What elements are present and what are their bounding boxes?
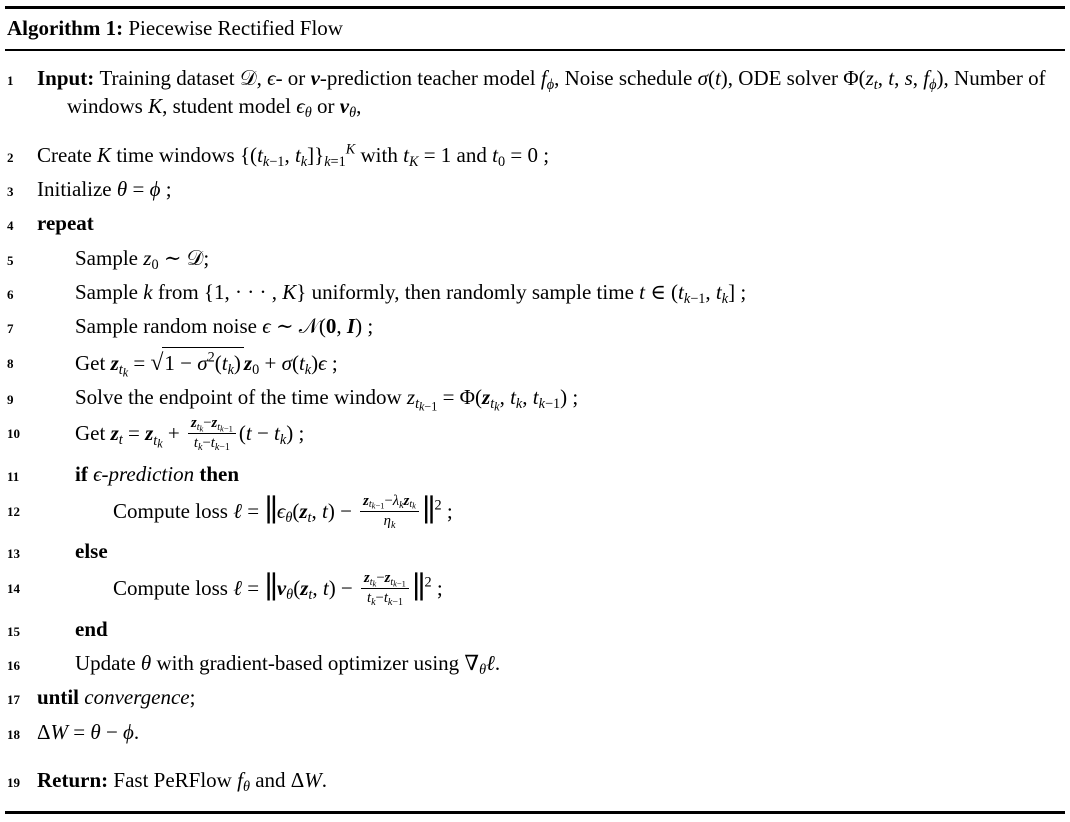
math-italic: k <box>262 153 270 170</box>
math-superscript: 2 <box>424 574 432 591</box>
algorithm-body <box>5 51 1065 811</box>
line-content: Get $z_t = z_{t_k}$ + $\frac{z_{t_k}-z_{t_{k-1}}}{t_k-t_{k-1}}$ $(t - t_k)$ ; <box>75 415 305 454</box>
line-number: 13 <box>7 546 20 562</box>
fraction-denominator: $t_k-t_{k-1}$ <box>366 589 403 608</box>
math-subscript <box>280 433 286 449</box>
math-subscript <box>119 362 128 378</box>
fraction-denominator <box>384 512 396 530</box>
math-italic: convergence <box>84 685 190 710</box>
math-italic: t <box>118 432 123 449</box>
math-italic: ϕ <box>123 719 134 744</box>
math-bold-italic: z <box>211 415 218 432</box>
math-subscript <box>228 362 234 378</box>
line-number: 10 <box>7 426 20 442</box>
math-italic: f <box>540 66 547 90</box>
math-italic: t <box>196 422 200 434</box>
math-italic: t <box>369 576 373 588</box>
math-italic: t <box>490 396 495 413</box>
math-italic: t <box>714 66 721 90</box>
math-italic: K <box>282 280 297 305</box>
math-subscript <box>391 519 395 530</box>
math-bold-italic: v <box>276 575 287 600</box>
math-italic: K <box>148 94 163 119</box>
math-subscript: 0 <box>252 361 260 378</box>
math-italic: k <box>220 423 224 434</box>
line-content: Input: Training dataset 𝒟, ϵ- or v-prediction teacher model $f_\phi$, Noise schedule σ(t), ODE solver $\Phi(z_t$, t, s, $f_\phi$), Number of windows K, student model $\epsilon_\theta$ or $v_\theta$, <box>37 66 1046 122</box>
math-subscript: k−1 <box>538 396 561 413</box>
math-italic: ϵ <box>267 66 276 90</box>
math-subscript <box>369 499 385 510</box>
math-italic: t <box>492 142 498 167</box>
math-italic: σ <box>281 350 292 375</box>
fraction-denominator: $t_k-t_{k-1}$ <box>193 435 230 454</box>
math-subscript <box>305 362 311 378</box>
math-italic: θ <box>285 509 293 526</box>
math-subscript <box>197 422 204 433</box>
math-italic: t <box>639 280 645 305</box>
math-italic: ϵ <box>276 498 286 523</box>
math-italic: t <box>118 361 123 378</box>
math-bold-italic: z <box>384 569 391 586</box>
math-italic: ϵ <box>262 314 271 339</box>
fraction-numerator: $z_{t_k}-z_{t_{k-1}}$ <box>361 570 409 589</box>
math-italic: k <box>387 596 393 608</box>
math-bold-italic: I <box>346 314 356 339</box>
math-italic: k <box>304 361 312 378</box>
keyword-bold: until <box>37 685 85 710</box>
line-content: ΔW = θ − ϕ. <box>37 719 140 744</box>
line-number: 11 <box>7 469 20 485</box>
line-number: 12 <box>7 503 20 519</box>
norm-delimiter: ∥ <box>264 493 277 528</box>
math-italic: t <box>403 142 409 167</box>
math-bold-italic: z <box>145 421 154 446</box>
math-italic: t <box>210 435 215 452</box>
math-subscript <box>490 396 499 412</box>
algo-line-10 <box>7 414 1063 457</box>
math-subscript: k−1 <box>419 399 438 414</box>
math-italic: k <box>515 396 523 413</box>
math-italic: ϵ-prediction <box>93 462 195 487</box>
math-italic: t <box>221 350 228 375</box>
math-superscript: 2 <box>434 497 442 514</box>
math-subscript <box>196 422 204 434</box>
math-sqrt <box>150 347 243 377</box>
line-content: Get $z_{t_k}$ = √ $1 - \sigma^2(t_k)$ $z_0 + \sigma(t_k)\epsilon$ ; <box>37 347 1063 377</box>
radicand: $1 - \sigma^2(t_k)$ <box>162 347 244 377</box>
math-italic: t <box>257 142 263 167</box>
math-italic: z <box>143 245 152 270</box>
math-italic: k <box>199 423 204 434</box>
math-italic: θ <box>242 778 250 795</box>
algo-line-11 <box>7 457 1063 491</box>
norm-delimiter: ∥ <box>411 570 425 605</box>
math-italic: k <box>157 436 163 451</box>
math-italic: z <box>406 385 416 410</box>
fraction-numerator: $z_{t_{k-1}}-\lambda_kz_{t_k}$ <box>360 493 419 512</box>
math-italic: t <box>245 421 252 446</box>
line-number: 17 <box>7 692 20 708</box>
norm-delimiter: ∥ <box>421 493 435 528</box>
line-number: 18 <box>7 726 20 742</box>
keyword-bold: repeat <box>37 211 94 236</box>
line-content: Initialize θ = ϕ ; <box>37 177 172 202</box>
line-content: Sample k from {1, · · · , K} uniformly, then randomly sample time t ∈ ($t_{k-1}$, $t_k$] ; <box>75 280 747 308</box>
algo-line-3 <box>7 172 1063 206</box>
math-subscript <box>286 587 293 603</box>
line-number: 2 <box>7 149 14 165</box>
math-italic: t <box>510 385 516 410</box>
math-italic: θ <box>286 586 294 603</box>
math-subscript <box>412 501 416 511</box>
math-subscript <box>547 77 554 93</box>
math-italic: k <box>227 361 234 378</box>
math-italic: ϕ <box>149 177 161 202</box>
math-italic: ℓ <box>233 575 242 600</box>
keyword-bold: if <box>75 462 94 487</box>
math-italic: K <box>97 142 112 167</box>
line-content: Compute loss ℓ = $\parallel\epsilon_\theta(z_t$, t) − $\frac{z_{t_{k-1}}-\lambda_kz_{t_k}}{\eta_k}$ ∥$^2$ ; <box>113 492 453 531</box>
math-italic: ϵ <box>296 94 305 119</box>
math-italic: k <box>122 365 129 380</box>
math-italic: t <box>193 435 199 452</box>
algo-line-14 <box>7 569 1063 612</box>
math-italic: k <box>372 578 377 589</box>
math-italic: λ <box>392 492 400 509</box>
norm-delimiter: ∥ <box>264 570 277 605</box>
algo-line-1 <box>7 61 1063 124</box>
math-italic: s <box>904 66 913 90</box>
math-subscript <box>308 510 312 526</box>
keyword-bold: Input: <box>37 66 100 90</box>
math-subscript: k=1 <box>324 153 346 170</box>
math-subscript <box>349 105 356 121</box>
math-italic: t <box>322 575 329 600</box>
line-content: until convergence; <box>37 685 196 710</box>
algo-line-15 <box>7 612 1063 646</box>
math-italic: t <box>383 589 388 606</box>
math-italic: t <box>715 280 722 305</box>
math-italic: k <box>371 501 376 512</box>
fraction-numerator: $z_{t_k}-z_{t_{k-1}}$ <box>188 415 236 434</box>
math-subscript <box>370 577 377 588</box>
math-italic: θ <box>304 105 312 122</box>
radical-sign: √ <box>150 349 164 376</box>
math-italic: k <box>324 153 331 170</box>
math-italic: k <box>371 596 376 608</box>
line-content: Create K time windows {($t_{k-1}$, $t_k]\}_{k=1}^K$ with $t_K = 1$ and $t_0 = 0$ ; <box>37 141 550 170</box>
keyword-bold: Return: <box>37 767 114 792</box>
math-subscript <box>409 499 416 510</box>
algo-line-9 <box>7 380 1063 414</box>
math-italic: θ <box>116 177 128 202</box>
math-bold-italic: v <box>339 94 350 119</box>
line-content <box>37 537 1063 565</box>
line-number: 7 <box>7 321 14 337</box>
math-subscript: k−1 <box>371 501 385 512</box>
line-number: 9 <box>7 392 14 408</box>
math-italic: t <box>409 499 413 511</box>
math-fraction <box>188 415 236 452</box>
algo-line-2 <box>7 138 1063 172</box>
math-italic: t <box>274 421 280 446</box>
keyword-bold: else <box>75 539 108 564</box>
math-italic: t <box>153 432 158 449</box>
math-italic: K <box>345 141 356 158</box>
line-content <box>37 460 1063 488</box>
math-italic: z <box>865 66 874 90</box>
math-italic: W <box>304 767 322 792</box>
line-number: 8 <box>7 355 14 371</box>
math-italic: k <box>399 499 404 511</box>
algo-line-18 <box>7 715 1063 749</box>
math-italic: K <box>408 153 419 170</box>
math-bold-italic: v <box>310 66 320 90</box>
line-number: 4 <box>7 218 14 234</box>
math-subscript <box>409 154 419 170</box>
algo-line-12 <box>7 492 1063 535</box>
math-fraction <box>361 570 409 607</box>
math-italic: k <box>279 432 287 449</box>
math-subscript: k−1 <box>262 153 285 170</box>
line-number: 5 <box>7 252 14 268</box>
math-italic: t <box>366 589 372 606</box>
algo-line-8 <box>7 344 1063 380</box>
math-italic: t <box>415 396 420 413</box>
math-italic: t <box>873 76 878 93</box>
math-italic: η <box>383 512 391 529</box>
math-italic: t <box>298 350 305 375</box>
math-italic: t <box>390 576 394 588</box>
line-number: 19 <box>7 774 20 790</box>
math-italic: k <box>143 280 153 305</box>
math-italic: t <box>888 66 895 90</box>
math-subscript <box>198 442 202 453</box>
math-subscript <box>157 436 162 450</box>
math-subscript: 0 <box>497 153 506 170</box>
math-fraction <box>360 493 419 530</box>
math-italic: k <box>538 396 545 413</box>
math-subscript <box>415 396 437 412</box>
algorithm-label: Algorithm 1: <box>7 16 124 40</box>
algo-line-4 <box>7 206 1063 240</box>
math-italic: f <box>237 767 243 792</box>
line-content <box>37 615 1063 643</box>
math-italic: k <box>393 578 397 589</box>
math-subscript <box>494 400 499 414</box>
math-italic: t <box>217 422 221 434</box>
math-italic: ϕ <box>546 76 555 93</box>
math-italic: k <box>419 399 425 414</box>
algo-line-6 <box>7 275 1063 309</box>
math-italic: σ <box>197 350 208 375</box>
math-italic: ϵ <box>318 350 327 375</box>
math-italic: θ <box>479 661 487 678</box>
math-italic: ℓ <box>486 650 495 675</box>
math-subscript <box>285 510 292 526</box>
math-subscript: k−1 <box>387 596 403 608</box>
math-subscript: k−1 <box>220 423 233 434</box>
math-bold-italic: z <box>364 569 370 586</box>
math-bold-italic: z <box>482 385 491 410</box>
line-content: Update θ with gradient-based optimizer using $\nabla_\theta\ell$. <box>75 650 501 678</box>
line-content: Sample random noise ϵ ∼ 𝒩(0, I) ; <box>75 314 374 339</box>
math-subscript <box>516 396 522 412</box>
math-italic: k <box>390 519 396 531</box>
math-subscript <box>929 77 936 93</box>
math-italic: W <box>50 719 69 744</box>
math-subscript: k−1 <box>393 578 406 589</box>
math-italic: t <box>368 499 372 511</box>
math-italic: t <box>321 498 328 523</box>
math-subscript <box>119 433 123 449</box>
math-subscript <box>371 596 375 607</box>
line-number: 6 <box>7 287 14 303</box>
math-subscript: 0 <box>151 256 159 273</box>
math-subscript: k−1 <box>683 291 706 308</box>
line-content: Return: Fast PeRFlow $f_\theta$ and ΔW. <box>37 767 328 795</box>
line-content: Solve the endpoint of the time window $z_{t_{k-1}} = \Phi(z_{t_k}$, $t_k$, $t_{k-1}$) ; <box>75 385 579 414</box>
math-subscript <box>874 77 878 93</box>
math-subscript: k−1 <box>214 442 230 454</box>
math-subscript <box>153 433 162 449</box>
line-number: 1 <box>7 73 14 88</box>
math-bold-italic: z <box>299 498 308 523</box>
line-number: 3 <box>7 184 14 200</box>
algo-line-19 <box>7 763 1063 797</box>
algo-line-17 <box>7 680 1063 714</box>
math-subscript <box>390 577 406 588</box>
math-subscript <box>123 365 128 379</box>
math-italic: t <box>532 385 539 410</box>
math-italic: θ <box>90 719 101 744</box>
line-content: Sample $z_0$ ∼ 𝒟; <box>75 245 210 273</box>
math-italic: t <box>307 509 312 526</box>
algorithm-box <box>5 6 1065 814</box>
algo-line-5 <box>7 241 1063 275</box>
algo-line-7 <box>7 309 1063 343</box>
math-bold-italic: z <box>300 575 309 600</box>
keyword-bold: end <box>75 616 108 641</box>
math-italic: σ <box>697 66 708 90</box>
keyword-bold: then <box>194 462 240 487</box>
line-number: 16 <box>7 657 20 673</box>
math-italic: k <box>494 399 500 414</box>
math-subscript <box>217 422 233 433</box>
math-italic: θ <box>140 650 152 675</box>
math-bold-italic: z <box>363 492 369 509</box>
math-italic: ϕ <box>929 76 937 93</box>
keyword-bold: 0 <box>325 314 337 339</box>
math-italic: t <box>308 586 313 603</box>
math-italic: k <box>721 291 729 308</box>
math-subscript <box>722 291 728 307</box>
math-subscript <box>243 779 250 795</box>
line-number: 14 <box>7 580 20 596</box>
math-bold-italic: z <box>243 350 253 375</box>
algo-line-13 <box>7 534 1063 568</box>
math-superscript <box>346 141 356 157</box>
math-bold-italic: z <box>110 421 119 446</box>
math-subscript <box>301 154 307 170</box>
line-content: Compute loss ℓ = $\parallel v_\theta(z_t$, t) − $\frac{z_{t_k}-z_{t_{k-1}}}{t_k-t_{k-1}}$ ∥$^2$ ; <box>113 569 443 608</box>
math-bold-italic: z <box>190 415 197 432</box>
math-italic: k <box>683 291 691 308</box>
math-italic: k <box>412 501 416 512</box>
math-italic: f <box>923 66 930 90</box>
math-subscript <box>305 105 312 121</box>
math-italic: t <box>294 142 301 167</box>
math-italic: k <box>198 442 203 454</box>
math-superscript: 2 <box>207 349 215 366</box>
math-bold-italic: z <box>403 492 410 509</box>
algorithm-title: Piecewise Rectified Flow <box>123 16 343 40</box>
math-italic: k <box>300 153 308 170</box>
algorithm-header <box>5 9 1065 51</box>
math-bold-italic: z <box>110 350 119 375</box>
math-subscript <box>373 578 377 588</box>
algo-line-16 <box>7 646 1063 680</box>
math-italic: ℓ <box>233 498 242 523</box>
math-italic: θ <box>349 105 357 122</box>
line-content <box>37 209 1063 237</box>
math-subscript <box>308 587 312 603</box>
math-italic: t <box>678 280 684 305</box>
math-italic: k <box>214 442 220 454</box>
line-number: 15 <box>7 623 20 639</box>
